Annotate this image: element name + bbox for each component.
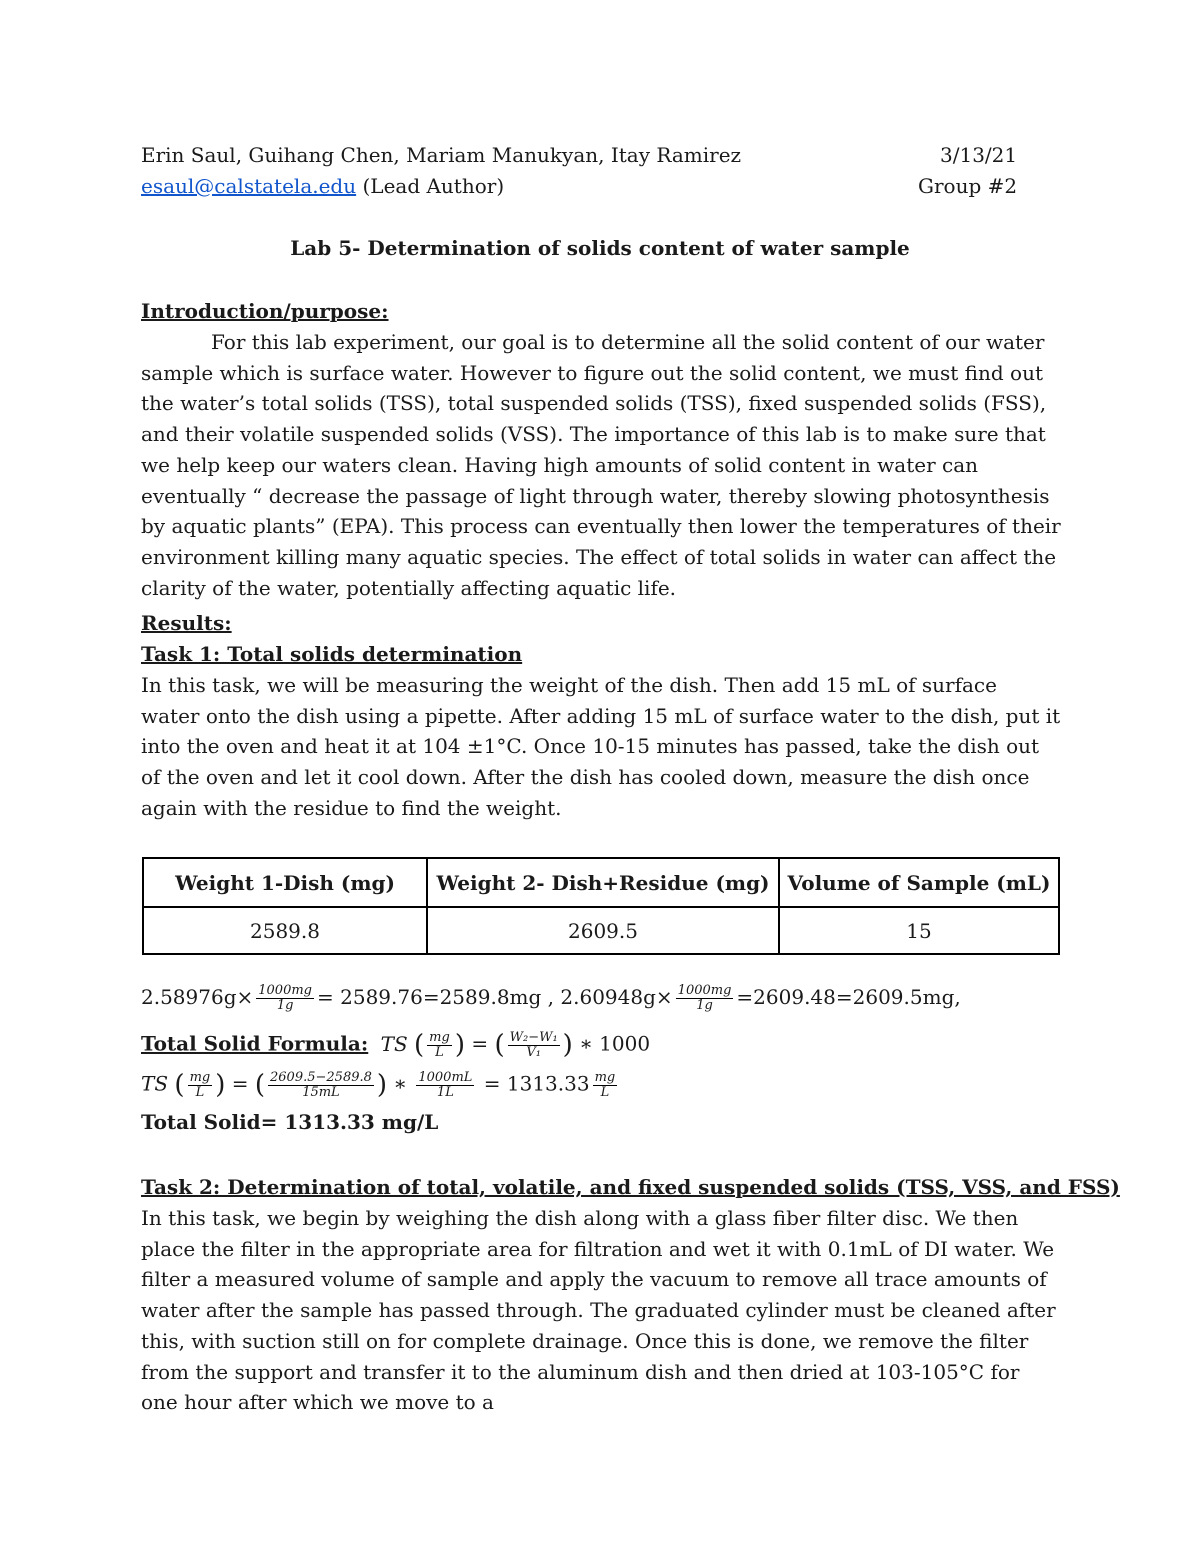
calc-mid-num: 1000mL	[418, 1069, 473, 1085]
calc-lhs: TS	[141, 1071, 169, 1096]
calc-unit-den: L	[195, 1084, 205, 1100]
table-header-row	[143, 858, 1059, 907]
email-link[interactable]: esaul@calstatela.edu	[141, 174, 357, 198]
conv-b-fraction	[676, 984, 734, 1013]
formula-unit-num: mg	[429, 1029, 450, 1045]
calc-result-unit-den: L	[600, 1084, 610, 1100]
table-header-cell: Weight 1-Dish (mg)	[143, 858, 427, 907]
calc-den: 15mL	[302, 1084, 340, 1100]
total-solid-result	[141, 1107, 438, 1138]
calc-num: 2609.5−2589.8	[270, 1069, 372, 1085]
result-value: 1313.33 mg/L	[284, 1110, 439, 1134]
formula-w-den: V₁	[526, 1044, 541, 1060]
calculation-line: TS ( $\frac{mg}{L}$ ) = ( $\frac{2609.5-2589.8}{15mL}$ ) ∗ $\frac{1000mL}{1L}$ = 1313.33 $\frac{mg}{L}$	[141, 1069, 616, 1100]
conv-b-num: 1000mg	[677, 983, 732, 998]
table-header-cell: Volume of Sample (mL)	[779, 858, 1059, 907]
intro-heading: Introduction/purpose:	[141, 299, 389, 323]
formula-unit-den: L	[435, 1044, 444, 1060]
calc-unit-fraction	[188, 1071, 213, 1100]
conv-a-tail: = 2589.76=2589.8mg , 2.60948g×	[317, 985, 673, 1009]
calc-result-unit	[593, 1071, 618, 1100]
lead-author-note: (Lead Author)	[356, 174, 505, 198]
results-heading: Results:	[141, 611, 232, 635]
calc-main-fraction	[268, 1071, 374, 1100]
formula-w-num: W₂−W₁	[509, 1029, 558, 1045]
table-cell: 2589.8	[143, 907, 427, 954]
formula-w-fraction	[508, 1031, 560, 1060]
conv-a-den: 1g	[276, 998, 294, 1013]
calc-result-unit-num: mg	[594, 1069, 616, 1085]
conv-a-lead: 2.58976g×	[141, 985, 254, 1009]
calc-result: = 1313.33	[483, 1071, 590, 1096]
table-row	[143, 907, 1059, 954]
calc-mid-den: 1L	[436, 1084, 454, 1100]
calc-mid-fraction	[416, 1071, 474, 1100]
intro-paragraph: For this lab experiment, our goal is to determine all the solid content of our water sample which is surface water. However to figure out the solid content, we must find out the water’s total solids (TSS), total suspended solids (TSS), fixed suspended solids (FSS), and their volatile suspended solids (VSS). The importance of this lab is to make sure that we help keep our waters clean. Having high amounts of solid content in water can eventually “ decrease the passage of light through water, thereby slowing photosynthesis by aquatic plants” (EPA). This process can eventually then lower the temperatures of their environment killing many aquatic species. The effect of total solids in water can affect the clarity of the water, potentially affecting aquatic life.	[141, 330, 1061, 600]
calc-unit-num: mg	[189, 1069, 211, 1085]
formula-line: Total Solid Formula: TS ( $\frac{mg}{L}$ ) = ( $\frac{\text{W₂−W₁}}{\text{V₁}}$ ) ∗ 1000	[141, 1029, 651, 1060]
formula-lhs: TS	[380, 1031, 408, 1056]
formula-tail: ∗ 1000	[579, 1031, 651, 1056]
conv-b-den: 1g	[696, 998, 713, 1013]
author-contact	[141, 171, 504, 202]
conversion-equation	[141, 984, 961, 1013]
task2-paragraph: In this task, we begin by weighing the dish along with a glass fiber filter disc. We then place the filter in the appropriate area for filtration and wet it with 0.1mL of DI water. We filter a measured volume of sample and apply the vacuum to remove all trace amounts of water after the sample has passed through. The graduated cylinder must be cleaned after this, with suction still on for complete drainage. Once this is done, we remove the filter from the support and transfer it to the aluminum dish and then dried at 103-105°C for one hour after which we move to a	[141, 1206, 1056, 1415]
conv-a-fraction	[256, 984, 314, 1013]
conv-b-tail: =2609.48=2609.5mg,	[736, 985, 961, 1009]
task1-table	[142, 857, 1060, 955]
task2-heading: Task 2: Determination of total, volatile, and fixed suspended solids (TSS, VSS, and FSS)	[141, 1175, 1120, 1199]
table-cell: 15	[779, 907, 1059, 954]
conv-a-num: 1000mg	[258, 983, 312, 998]
date: 3/13/21	[940, 143, 1018, 167]
table-header-cell: Weight 2- Dish+Residue (mg)	[427, 858, 779, 907]
document-title: Lab 5- Determination of solids content of water sample	[290, 236, 910, 260]
task1-paragraph: In this task, we will be measuring the weight of the dish. Then add 15 mL of surface water onto the dish using a pipette. After adding 15 mL of surface water to the dish, put it into the oven and heat it at 104 ±1°C. Once 10-15 minutes has passed, take the dish out of the oven and let it cool down. After the dish has cooled down, measure the dish once again with the residue to find the weight.	[141, 673, 1061, 820]
table-cell: 2609.5	[427, 907, 779, 954]
authors: Erin Saul, Guihang Chen, Mariam Manukyan, Itay Ramirez	[141, 143, 742, 167]
task1-heading: Task 1: Total solids determination	[141, 642, 523, 666]
result-label: Total Solid=	[141, 1110, 285, 1134]
formula-unit-fraction	[427, 1031, 452, 1060]
group-number: Group #2	[918, 174, 1018, 198]
formula-label: Total Solid Formula:	[141, 1031, 369, 1056]
